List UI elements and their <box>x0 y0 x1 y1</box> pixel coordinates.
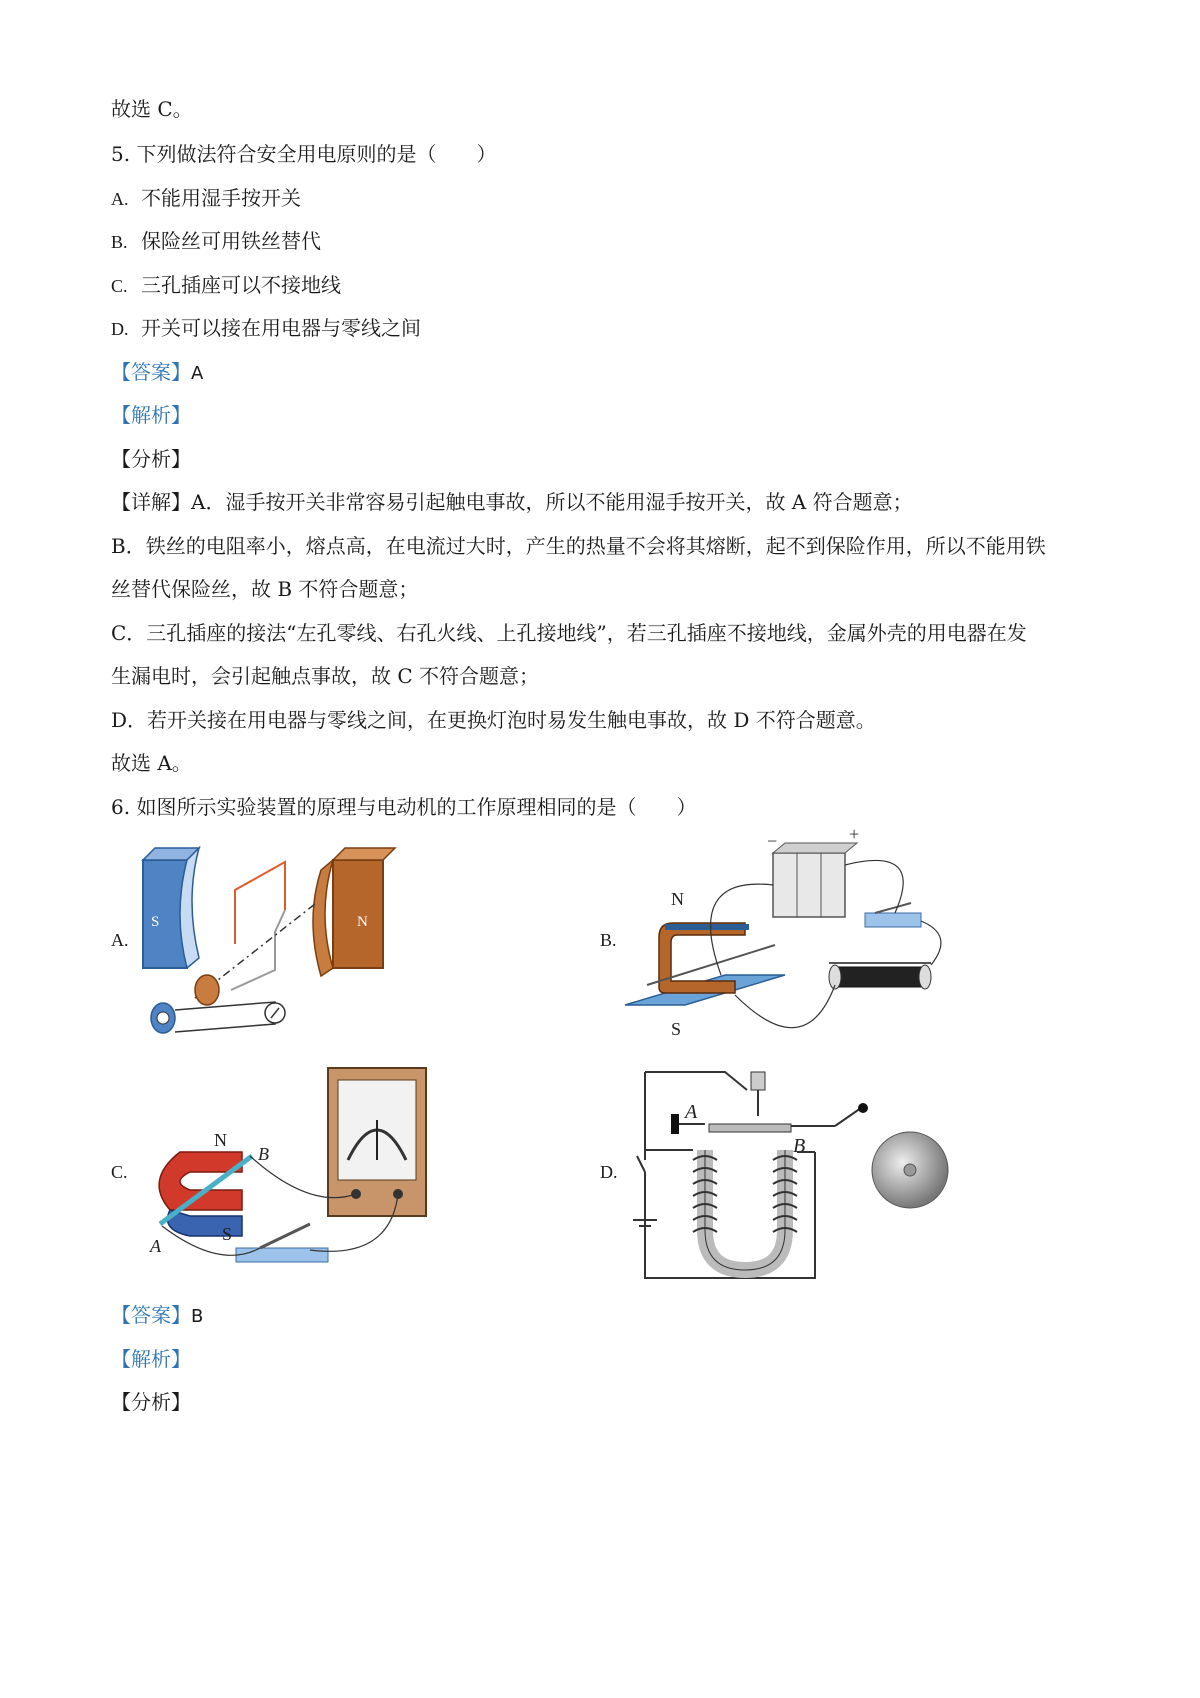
bell-b-label: B <box>793 1135 806 1157</box>
figure-a-generator <box>125 840 425 1045</box>
analysis-tag-6: 【解析】 <box>111 1347 191 1371</box>
induction-s-label: S <box>222 1224 233 1244</box>
figure-b-motor <box>625 824 1005 1050</box>
option-5b <box>111 228 321 255</box>
rod-b-label: B <box>258 1144 269 1164</box>
option-text: 三孔插座可以不接地线 <box>141 273 341 297</box>
figure-c-induction <box>150 1060 440 1285</box>
detail-b-line2: 丝替代保险丝，故 B 不符合题意； <box>111 577 419 601</box>
battery-minus: − <box>767 831 778 851</box>
question-5: 5. 下列做法符合安全用电原则的是（ ） <box>111 142 497 166</box>
detail-b-line1: B．铁丝的电阻率小，熔点高，在电流过大时，产生的热量不会将其熔断，起不到保险作用，所以不能用铁 <box>111 534 1046 558</box>
magnet-s-label: S <box>151 914 160 930</box>
bell-a-label: A <box>685 1101 698 1123</box>
answer-6 <box>111 1302 203 1330</box>
detail-c-line2: 生漏电时，会引起触点事故，故 C 不符合题意； <box>111 664 540 688</box>
answer-value: A <box>191 363 204 384</box>
option-5a <box>111 185 301 212</box>
fenxi-tag-5: 【分析】 <box>111 447 191 471</box>
detail-c-line1: C．三孔插座的接法“左孔零线、右孔火线、上孔接地线”，若三孔插座不接地线，金属外壳的用电器在发 <box>111 621 1027 645</box>
detail-a-text: A．湿手按开关非常容易引起触电事故，所以不能用湿手按开关，故 A 符合题意； <box>191 490 913 514</box>
rod-a-label: A <box>150 1236 161 1256</box>
analysis-tag-5: 【解析】 <box>111 403 191 427</box>
text-select-c: 故选 C。 <box>111 97 193 121</box>
figure-b-label: B. <box>600 930 617 950</box>
figure-d-label: D. <box>600 1162 618 1182</box>
option-label: B. <box>111 232 128 252</box>
detail-tag: 【详解】 <box>111 490 191 514</box>
option-label: D. <box>111 319 129 339</box>
text-select-a: 故选 A。 <box>111 751 192 775</box>
motor-n-label: N <box>671 889 684 909</box>
motor-s-label: S <box>671 1019 682 1039</box>
option-label: A. <box>111 189 129 209</box>
detail-d: D．若开关接在用电器与零线之间，在更换灯泡时易发生触电事故，故 D 不符合题意。 <box>111 708 876 732</box>
figure-d-bell <box>635 1060 935 1295</box>
option-5d <box>111 315 421 342</box>
option-text: 不能用湿手按开关 <box>141 186 301 210</box>
figure-a-label: A. <box>111 930 129 950</box>
answer-tag: 【答案】 <box>111 1303 191 1327</box>
magnet-n-label: N <box>357 914 368 930</box>
option-label: C. <box>111 276 128 296</box>
question-6: 6. 如图所示实验装置的原理与电动机的工作原理相同的是（ ） <box>111 795 697 819</box>
answer-tag: 【答案】 <box>111 360 191 384</box>
fenxi-tag-6: 【分析】 <box>111 1390 191 1414</box>
figure-c-label: C. <box>111 1162 128 1182</box>
option-text: 保险丝可用铁丝替代 <box>141 229 321 253</box>
battery-plus: + <box>849 824 860 844</box>
induction-n-label: N <box>214 1130 227 1150</box>
option-text: 开关可以接在用电器与零线之间 <box>141 316 421 340</box>
answer-value: B <box>191 1306 204 1327</box>
answer-5 <box>111 359 203 387</box>
option-5c <box>111 272 341 299</box>
detail-a <box>111 489 913 515</box>
